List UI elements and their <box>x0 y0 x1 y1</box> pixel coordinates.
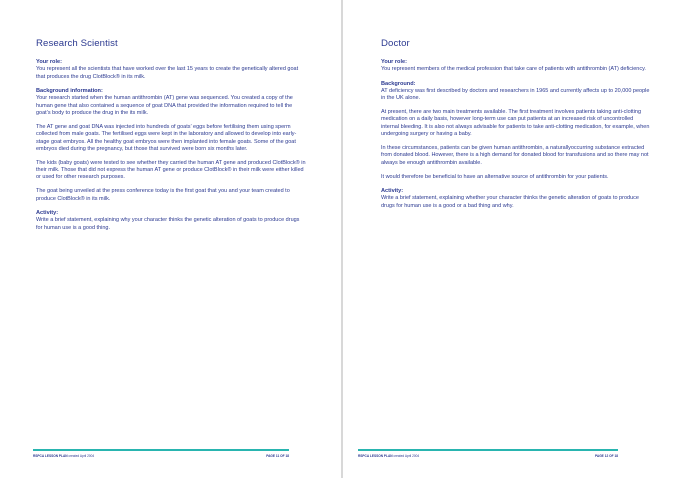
page-content <box>36 38 306 239</box>
paragraph: Write a brief statement, explaining why your character thinks the genetic alteration of goats to produce drugs for human use is a good thing. <box>36 217 300 231</box>
paragraph: It would therefore be beneficial to have an alternative source of antithrombin for your patients. <box>381 173 609 180</box>
page-title: Research Scientist <box>36 38 118 49</box>
section-your-role <box>36 59 306 81</box>
page-content <box>381 38 651 217</box>
paragraph: The goat being unveiled at the press conference today is the first goat that you and your team created to produce ClotBlock® in its milk. <box>36 188 290 202</box>
page-number: PAGE 12 OF 18 <box>595 454 618 458</box>
footer-date: created April 2004 <box>68 454 95 458</box>
paragraph: The AT gene and goat DNA was injected into hundreds of goats’ eggs before fertilising them using sperm collected from male goats. The fertilised eggs were kept in the laboratory and allowed to develop into early-stage goat embryos. All the healthy goat embryos were then implanted into female goats. Some of the goat embryos died during the pregnancy, but those that survived were born six months later. <box>36 123 297 152</box>
footer-divider <box>33 449 289 451</box>
paragraph: In these circumstances, patients can be given human antithrombin, a naturallyoccurring substance extracted from donated blood. However, there is a high demand for donated blood for transfusions and so there may not always be enough antithrombin available. <box>381 145 649 166</box>
page-footer <box>33 449 289 461</box>
paragraph: AT deficiency was first described by doctors and researchers in 1965 and currently affects up to 20,000 people in the UK alone. <box>381 87 650 102</box>
section-heading: Your role: <box>36 59 63 65</box>
footer-date: created April 2004 <box>393 454 420 458</box>
footer-label <box>33 454 94 458</box>
section-heading: Your role: <box>381 59 408 65</box>
footer-row <box>33 454 289 458</box>
paragraph: You represent all the scientists that have worked over the last 15 years to create the genetically altered goat that produces the drug ClotBlock® in its milk. <box>36 66 299 80</box>
section-activity <box>381 188 651 210</box>
footer-org: RSPCA LESSON PLAN <box>33 454 68 458</box>
footer-label <box>358 454 419 458</box>
page-title: Doctor <box>381 38 410 49</box>
paragraph: The kids (baby goats) were tested to see whether they carried the human AT gene and produced ClotBlock® in their milk. Those that did not express the human AT gene or produce ClotBlock® in their milk were either killed or used for other research purposes. <box>36 159 306 181</box>
footer-row <box>358 454 618 458</box>
footer-divider <box>358 449 618 451</box>
section-heading: Background information: <box>36 87 103 94</box>
paragraph: At present, there are two main treatments available. The first treatment involves patients taking anti-clotting medication on a daily basis, however long-term use can put patients at an increased risk of uncontrolled internal bleeding. It is also not always advisable for patients to take anti-clotting medication, for example, when undergoing surgery or having a baby. <box>381 109 650 138</box>
page-footer <box>358 449 618 461</box>
section-heading: Background: <box>381 80 416 87</box>
section-background <box>36 88 306 203</box>
section-heading: Activity: <box>36 209 59 216</box>
section-heading: Activity: <box>381 187 404 194</box>
section-background <box>381 81 651 181</box>
page-doctor <box>342 0 683 478</box>
section-your-role <box>381 59 651 74</box>
paragraph: Write a brief statement, explaining whether your character thinks the genetic alteration of goats to produce drugs for human use is a good or a bad thing and why. <box>381 195 639 209</box>
section-activity <box>36 210 306 232</box>
paragraph: You represent members of the medical profession that take care of patients with antithrombin (AT) deficiency. <box>381 66 646 73</box>
paragraph: Your research started when the human antithrombin (AT) gene was sequenced. You created a copy of the human gene that also contained a sequence of goat DNA that provided the information required to tell the goat’s body to produce the drug in the its milk. <box>36 95 293 116</box>
footer-org: RSPCA LESSON PLAN <box>358 454 393 458</box>
page-number: PAGE 11 OF 18 <box>266 454 289 458</box>
